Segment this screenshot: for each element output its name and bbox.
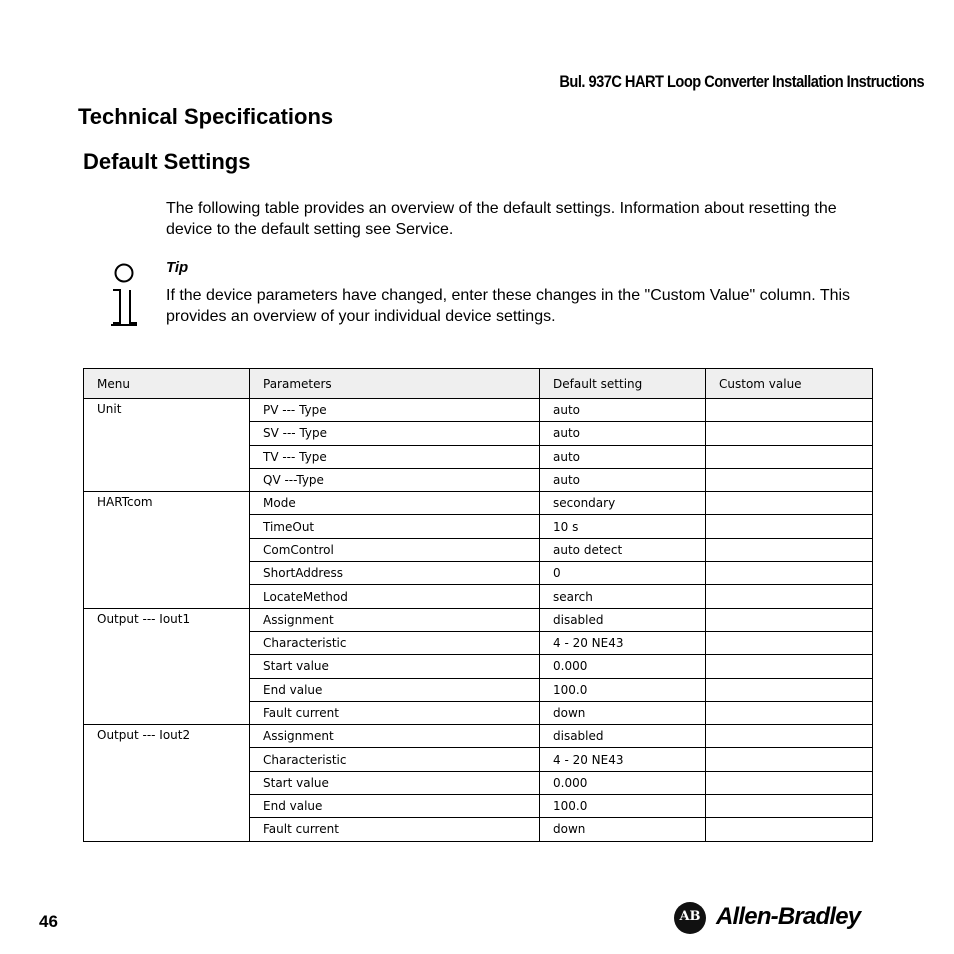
- custom-value-cell: [706, 538, 873, 561]
- tip-text: If the device parameters have changed, enter these changes in the "Custom Value" column. This provides an overview of your individual device settings.: [166, 287, 851, 325]
- custom-value-cell: [706, 701, 873, 724]
- table-row: [84, 399, 873, 422]
- logo-badge: AB: [674, 902, 706, 934]
- header-parameters: Parameters: [250, 369, 540, 399]
- parameter-cell: ShortAddress: [250, 562, 540, 585]
- default-setting-cell: 100.0: [540, 678, 706, 701]
- custom-value-cell: [706, 818, 873, 841]
- info-icon: [108, 262, 138, 328]
- parameter-cell: End value: [250, 795, 540, 818]
- default-setting-cell: disabled: [540, 608, 706, 631]
- custom-value-cell: [706, 771, 873, 794]
- allen-bradley-logo: [674, 902, 874, 936]
- custom-value-cell: [706, 562, 873, 585]
- custom-value-cell: [706, 795, 873, 818]
- custom-value-cell: [706, 492, 873, 515]
- header-menu: Menu: [84, 369, 250, 399]
- menu-cell: Output --- Iout2: [84, 725, 250, 841]
- default-setting-cell: secondary: [540, 492, 706, 515]
- table-header-row: [84, 369, 873, 399]
- header-custom-value: Custom value: [706, 369, 873, 399]
- custom-value-cell: [706, 631, 873, 654]
- parameter-cell: LocateMethod: [250, 585, 540, 608]
- parameter-cell: Fault current: [250, 818, 540, 841]
- parameter-cell: QV ---Type: [250, 468, 540, 491]
- default-setting-cell: auto: [540, 445, 706, 468]
- table-row: [84, 725, 873, 748]
- default-setting-cell: 4 - 20 NE43: [540, 631, 706, 654]
- intro-paragraph: The following table provides an overview of the default settings. Information about resetting the device to the default setting see Service.: [166, 200, 837, 238]
- default-setting-cell: 0.000: [540, 655, 706, 678]
- custom-value-cell: [706, 585, 873, 608]
- table-row: [84, 492, 873, 515]
- tip-label: Tip: [166, 259, 189, 276]
- table-row: [84, 608, 873, 631]
- parameter-cell: Characteristic: [250, 631, 540, 654]
- parameter-cell: Start value: [250, 655, 540, 678]
- parameter-cell: Fault current: [250, 701, 540, 724]
- default-setting-cell: 10 s: [540, 515, 706, 538]
- default-setting-cell: down: [540, 818, 706, 841]
- default-setting-cell: auto: [540, 422, 706, 445]
- parameter-cell: Mode: [250, 492, 540, 515]
- parameter-cell: Assignment: [250, 725, 540, 748]
- default-setting-cell: auto: [540, 468, 706, 491]
- parameter-cell: ComControl: [250, 538, 540, 561]
- custom-value-cell: [706, 445, 873, 468]
- default-setting-cell: 0.000: [540, 771, 706, 794]
- default-settings-table: [83, 368, 873, 842]
- default-setting-cell: down: [540, 701, 706, 724]
- custom-value-cell: [706, 655, 873, 678]
- default-setting-cell: 0: [540, 562, 706, 585]
- menu-cell: Output --- Iout1: [84, 608, 250, 724]
- custom-value-cell: [706, 608, 873, 631]
- custom-value-cell: [706, 725, 873, 748]
- menu-cell: HARTcom: [84, 492, 250, 608]
- custom-value-cell: [706, 678, 873, 701]
- header-default-setting: Default setting: [540, 369, 706, 399]
- logo-text: Allen-Bradley: [716, 903, 861, 930]
- section-title: Technical Specifications: [78, 104, 334, 129]
- parameter-cell: Assignment: [250, 608, 540, 631]
- parameter-cell: SV --- Type: [250, 422, 540, 445]
- custom-value-cell: [706, 422, 873, 445]
- parameter-cell: Characteristic: [250, 748, 540, 771]
- custom-value-cell: [706, 468, 873, 491]
- default-setting-cell: auto detect: [540, 538, 706, 561]
- default-setting-cell: 4 - 20 NE43: [540, 748, 706, 771]
- parameter-cell: TV --- Type: [250, 445, 540, 468]
- menu-cell: Unit: [84, 399, 250, 492]
- parameter-cell: End value: [250, 678, 540, 701]
- default-setting-cell: disabled: [540, 725, 706, 748]
- default-setting-cell: auto: [540, 399, 706, 422]
- custom-value-cell: [706, 399, 873, 422]
- subsection-title: Default Settings: [83, 149, 251, 174]
- page-number: 46: [39, 912, 58, 931]
- parameter-cell: Start value: [250, 771, 540, 794]
- page-header-title: Bul. 937C HART Loop Converter Installation Instructions: [559, 72, 924, 91]
- parameter-cell: PV --- Type: [250, 399, 540, 422]
- default-setting-cell: 100.0: [540, 795, 706, 818]
- default-setting-cell: search: [540, 585, 706, 608]
- custom-value-cell: [706, 748, 873, 771]
- parameter-cell: TimeOut: [250, 515, 540, 538]
- custom-value-cell: [706, 515, 873, 538]
